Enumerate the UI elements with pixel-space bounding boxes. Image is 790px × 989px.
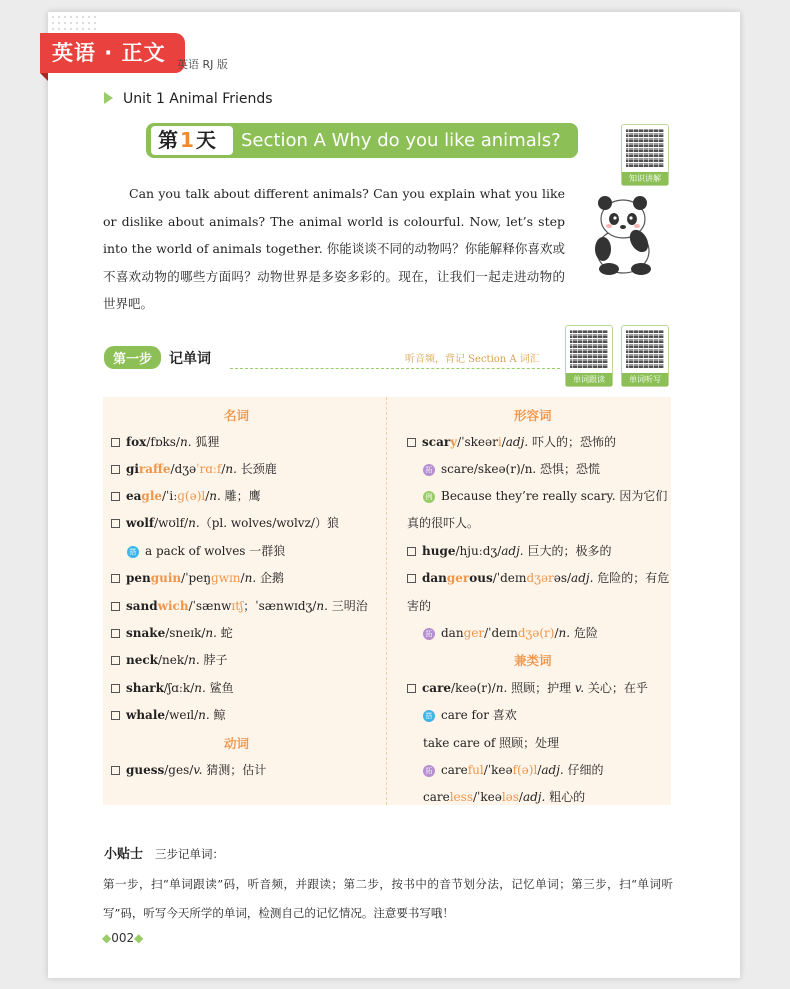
checkbox[interactable] — [111, 574, 120, 583]
day-banner — [146, 123, 578, 158]
checkbox[interactable] — [111, 602, 120, 611]
vocab-example-scary-cont: 真的很吓人。 — [407, 516, 480, 530]
tips-title: 小贴士 — [104, 847, 144, 862]
vocab-dangerous-cont: 害的 — [407, 599, 432, 613]
vocab-row-snake: snake/sneɪk/n. 蛇 — [111, 624, 233, 641]
unit-title: Unit 1 Animal Friends — [123, 91, 273, 107]
qr-code-icon — [626, 129, 664, 167]
vocab-ext-scare: 拓 scare/skeə(r)/n. 恐惧；恐慌 — [423, 460, 600, 477]
example-icon: 例 — [423, 491, 435, 503]
vocabulary-table — [103, 397, 671, 805]
triangle-icon — [104, 92, 113, 104]
column-divider — [386, 397, 387, 805]
qr-label: 单词听写 — [622, 373, 668, 386]
listen-hint: 听音频，背记 Section A 词汇 — [405, 354, 540, 365]
day-prefix: 第 — [158, 128, 178, 152]
book-edition: 英语 RJ 版 — [177, 58, 228, 71]
vocab-row-whale: whale/weɪl/n. 鲸 — [111, 706, 226, 723]
checkbox[interactable] — [111, 492, 120, 501]
extension-icon: 拓 — [423, 628, 435, 640]
category-multi: 兼类词 — [514, 653, 552, 668]
checkbox[interactable] — [407, 684, 416, 693]
vocab-row-shark: shark/ʃɑːk/n. 鲨鱼 — [111, 679, 234, 696]
match-icon: 搭 — [127, 546, 139, 558]
qr-code-icon — [570, 330, 608, 368]
checkbox[interactable] — [111, 519, 120, 528]
qr-label: 单词跟读 — [566, 373, 612, 386]
vocab-example-scary: 例 Because they’re really scary. 因为它们 — [423, 487, 667, 504]
vocab-row-guess: guess/ges/v. 猜测；估计 — [111, 761, 266, 778]
category-verbs: 动词 — [224, 736, 250, 751]
dashed-divider — [230, 368, 560, 369]
vocab-row-eagle: eagle/ˈiːɡ(ə)l/n. 雕；鹰 — [111, 487, 261, 504]
qr-label: 知识讲解 — [622, 172, 668, 185]
unit-heading — [104, 91, 273, 107]
panda-illustration — [583, 193, 661, 275]
vocab-row-wolf: wolf/wʊlf/n.（pl. wolves/wʊlvz/）狼 — [111, 514, 339, 531]
vocab-row-care: care/keə(r)/n. 照顾；护理 v. 关心；在乎 — [407, 679, 648, 696]
qr-knowledge[interactable] — [621, 124, 669, 186]
vocab-ext-wolf: 搭 a pack of wolves 一群狼 — [127, 542, 285, 559]
checkbox[interactable] — [111, 656, 120, 665]
vocab-ext-care-for: 搭 care for 喜欢 — [423, 706, 517, 723]
intro-text: Can you talk about different animals? Can you explain what you like or dislike about animals? The animal world is colourful. Now, let’s step into the world of animals together. 你能谈谈不同的动物吗？你能解释你喜欢或不喜欢动物的哪些方面吗？动物世界是多姿多彩的。现在，让我们一起走进动物的世界吧。 — [103, 186, 565, 311]
day-number-box — [151, 126, 233, 155]
section-tag: 英语 · 正文 — [40, 33, 185, 73]
tag-fold — [40, 73, 48, 81]
step-title: 记单词 — [169, 351, 212, 367]
tips-body: 第一步，扫“单词跟读”码，听音频，并跟读；第二步，按书中的音节划分法，记忆单词；第三步，扫“单词听写”码，听写今天所学的单词，检测自己的记忆情况。注意要书写哦！ — [103, 877, 673, 920]
checkbox[interactable] — [111, 629, 120, 638]
checkbox[interactable] — [407, 547, 416, 556]
vocab-ext-take-care: take care of 照顾；处理 — [423, 736, 560, 750]
vocab-row-neck: neck/nek/n. 脖子 — [111, 651, 228, 668]
qr-code-icon — [626, 330, 664, 368]
tips-subtitle: 三步记单词： — [155, 847, 224, 861]
category-adjectives: 形容词 — [514, 408, 552, 423]
match-icon: 搭 — [423, 710, 435, 722]
tips-heading — [104, 843, 143, 862]
vocab-ext-careless: careless/ˈkeələs/adj. 粗心的 — [423, 790, 586, 804]
checkbox[interactable] — [407, 574, 416, 583]
checkbox[interactable] — [111, 465, 120, 474]
extension-icon: 拓 — [423, 464, 435, 476]
day-suffix: 天 — [195, 128, 216, 152]
day-number: 1 — [180, 128, 194, 152]
checkbox[interactable] — [407, 438, 416, 447]
vocab-row-huge: huge/hjuːdʒ/adj. 巨大的；极多的 — [407, 542, 611, 559]
decorative-dots — [50, 14, 100, 32]
vocab-row-sandwich: sandwich/ˈsænwɪtʃ；ˈsænwɪdʒ/n. 三明治 — [111, 597, 368, 614]
checkbox[interactable] — [111, 684, 120, 693]
vocab-row-fox: fox/fɒks/n. 狐狸 — [111, 433, 219, 450]
step-pill: 第一步 — [104, 346, 161, 369]
checkbox[interactable] — [111, 438, 120, 447]
vocab-row-penguin: penguin/ˈpeŋɡwɪn/n. 企鹅 — [111, 569, 284, 586]
vocab-ext-danger: 拓 danger/ˈdeɪndʒə(r)/n. 危险 — [423, 624, 598, 641]
page-number-text: 002 — [111, 931, 135, 945]
vocab-row-dangerous: dangerous/ˈdeɪndʒərəs/adj. 危险的；有危 — [407, 569, 669, 586]
extension-icon: 拓 — [423, 765, 435, 777]
qr-dictation[interactable] — [621, 325, 669, 387]
step-one-heading — [104, 346, 211, 369]
section-title: Section A Why do you like animals? — [241, 130, 561, 151]
page-number: ◆002◆ — [102, 931, 144, 945]
checkbox[interactable] — [111, 711, 120, 720]
vocab-ext-careful: 拓 careful/ˈkeəf(ə)l/adj. 仔细的 — [423, 761, 604, 778]
qr-follow-read[interactable] — [565, 325, 613, 387]
checkbox[interactable] — [111, 766, 120, 775]
category-nouns: 名词 — [224, 408, 250, 423]
vocab-row-scary: scary/ˈskeəri/adj. 吓人的；恐怖的 — [407, 433, 616, 450]
intro-paragraph — [103, 180, 565, 318]
vocab-row-giraffe: giraffe/dʒəˈrɑːf/n. 长颈鹿 — [111, 460, 277, 477]
